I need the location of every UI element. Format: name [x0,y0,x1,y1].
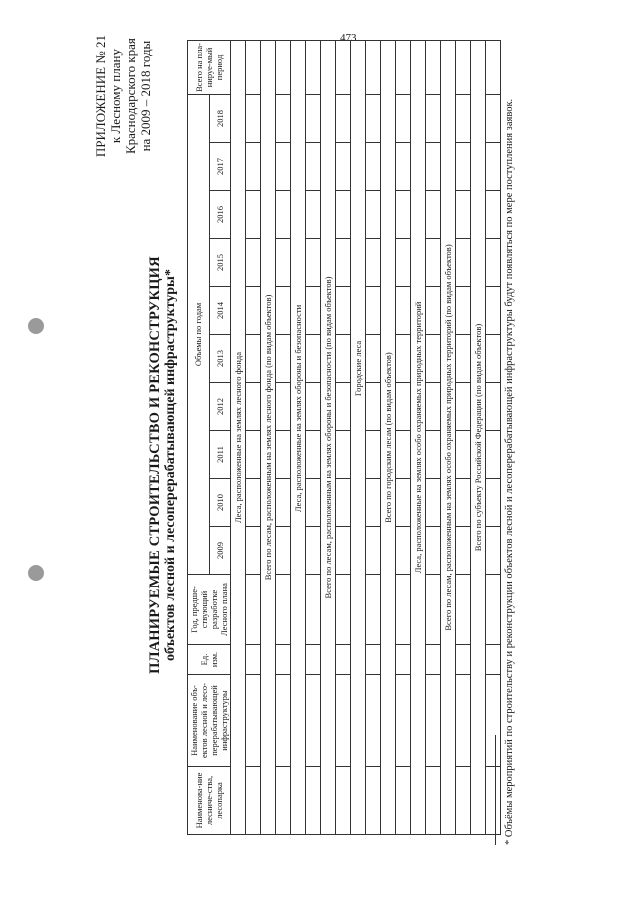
table-row [426,40,441,834]
header-unit: Ед. изм. [188,645,231,675]
total-protected: Всего по лесам, расположенным на землях особо охраняемых природных территорий (по видам объектов) [441,40,456,834]
appendix-line-4: на 2009 – 2018 годы [138,40,153,152]
total-urban-forests: Всего по городским лесам (по видам объектов) [381,40,396,834]
table-row [366,40,381,834]
table-row [336,40,351,834]
total-row [441,40,456,834]
punch-hole-bottom [28,565,44,581]
table-row [396,40,411,834]
total-row [381,40,396,834]
table-row [486,40,501,834]
header-forestry: Наименова-ние лесниче-ства, лесопарка [188,767,231,835]
header-row-1 [188,40,210,834]
section-defense: Леса, расположенные на землях обороны и безопасности [291,40,306,834]
document-title [147,85,179,845]
header-year: 2015 [209,239,231,287]
header-year: 2018 [209,94,231,142]
header-year: 2009 [209,527,231,575]
header-object-name: Наименование объ-ектов лесной и лесо-перерабатывающей инфраструктуры [188,675,231,767]
table-row [276,40,291,834]
header-year: 2017 [209,143,231,191]
header-year: 2012 [209,383,231,431]
title-line-1: ПЛАНИРУЕМЫЕ СТРОИТЕЛЬСТВО И РЕКОНСТРУКЦИЯ [147,256,163,674]
header-year: 2011 [209,431,231,479]
section-row [411,40,426,834]
header-volumes-by-year: Объемы по годам [188,94,210,574]
header-year: 2010 [209,479,231,527]
appendix-line-1: ПРИЛОЖЕНИЕ № 21 [93,35,108,158]
section-row [291,40,306,834]
footnote [503,45,517,845]
appendix-line-2: к Лесному плану [108,49,123,144]
section-protected: Леса, расположенные на землях особо охраняемых природных территорий [411,40,426,834]
total-defense: Всего по лесам, расположенным на землях обороны и безопасности (по видам объектов) [321,40,336,834]
rotated-sheet [85,25,555,845]
total-row [261,40,276,834]
punch-hole-top [28,318,44,334]
header-previous-year: Год, предше-ствующий разработке Лесного плана [188,575,231,645]
header-year: 2013 [209,335,231,383]
section-urban-forests: Городские леса [351,40,366,834]
table-row [246,40,261,834]
page-number: 473 [340,32,357,44]
header-total-period: Всего на пла-нируе-мый период [188,40,231,94]
footnote-divider [495,735,496,845]
infrastructure-table [187,40,501,835]
section-forest-fund: Леса, расположенные на землях лесного фонда [231,40,246,834]
appendix-label [93,35,153,157]
table-row [456,40,471,834]
footnote-text: * Объёмы мероприятий по строительству и реконструкции объектов лесной и лесоперерабатывающей инфраструктуры будут появляться по мере поступления заявок. [504,98,515,845]
total-forest-fund: Всего по лесам, расположенным на землях лесного фонда (по видам объектов) [261,40,276,834]
section-row [231,40,246,834]
total-row [321,40,336,834]
appendix-line-3: Краснодарского края [123,38,138,155]
total-row [471,40,486,834]
section-row [351,40,366,834]
grand-total: Всего по субъекту Российской Федерации (по видам объектов) [471,40,486,834]
header-year: 2016 [209,191,231,239]
title-line-2: объектов лесной и лесоперерабатывающей инфраструктуры* [163,269,178,661]
table-row [306,40,321,834]
header-year: 2014 [209,287,231,335]
